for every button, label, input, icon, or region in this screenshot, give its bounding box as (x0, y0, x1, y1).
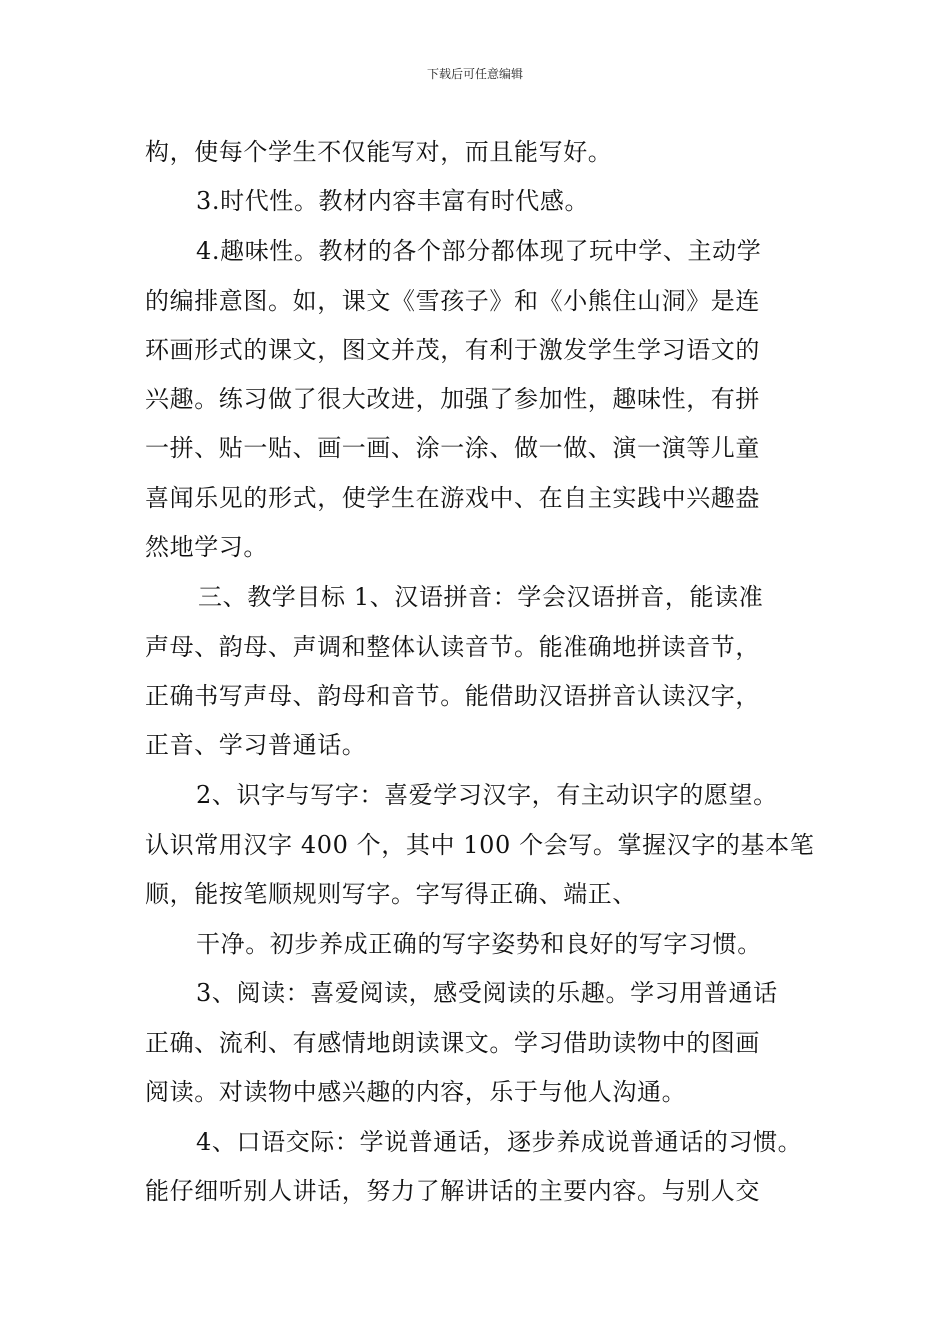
page-header: 下载后可任意编辑 (426, 67, 523, 81)
text-line: 喜闻乐见的形式，使学生在游戏中、在自主实践中兴趣盎 (145, 484, 760, 512)
text-line: 的编排意图。如，课文《雪孩子》和《小熊住山洞》是连 (145, 287, 760, 315)
text-line: 环画形式的课文，图文并茂，有利于激发学生学习语文的 (145, 336, 760, 364)
text-line: 正确、流利、有感情地朗读课文。学习借助读物中的图画 (145, 1029, 760, 1057)
text-line: 声母、韵母、声调和整体认读音节。能准确地拼读音节， (145, 633, 760, 661)
text-line: 阅读。对读物中感兴趣的内容，乐于与他人沟通。 (145, 1078, 687, 1106)
text-line: 3、阅读：喜爱阅读，感受阅读的乐趣。学习用普通话 (196, 979, 778, 1007)
text-line: 干净。初步养成正确的写字姿势和良好的写字习惯。 (196, 930, 762, 958)
text-line: 认识常用汉字 400 个，其中 100 个会写。掌握汉字的基本笔 (145, 831, 815, 859)
text-line: 2、识字与写字：喜爱学习汉字，有主动识字的愿望。 (196, 781, 778, 809)
text-line: 4.趣味性。教材的各个部分都体现了玩中学、主动学 (196, 237, 762, 265)
text-line: 正音、学习普通话。 (145, 731, 367, 759)
text-line: 构，使每个学生不仅能写对，而且能写好。 (145, 138, 613, 166)
section-heading-line: 三、教学目标 1、汉语拼音：学会汉语拼音，能读准 (198, 583, 764, 611)
text-line: 顺，能按笔顺规则写字。字写得正确、端正、 (145, 880, 637, 908)
text-line: 一拼、贴一贴、画一画、涂一涂、做一做、演一演等儿童 (145, 434, 760, 462)
text-line: 4、口语交际：学说普通话，逐步养成说普通话的习惯。 (196, 1128, 803, 1156)
text-line: 兴趣。练习做了很大改进，加强了参加性，趣味性，有拼 (145, 385, 760, 413)
text-line: 然地学习。 (145, 533, 268, 561)
text-line: 能仔细听别人讲话，努力了解讲话的主要内容。与别人交 (145, 1177, 760, 1205)
text-line: 3.时代性。教材内容丰富有时代感。 (196, 187, 590, 215)
text-line: 正确书写声母、韵母和音节。能借助汉语拼音认读汉字， (145, 682, 760, 710)
